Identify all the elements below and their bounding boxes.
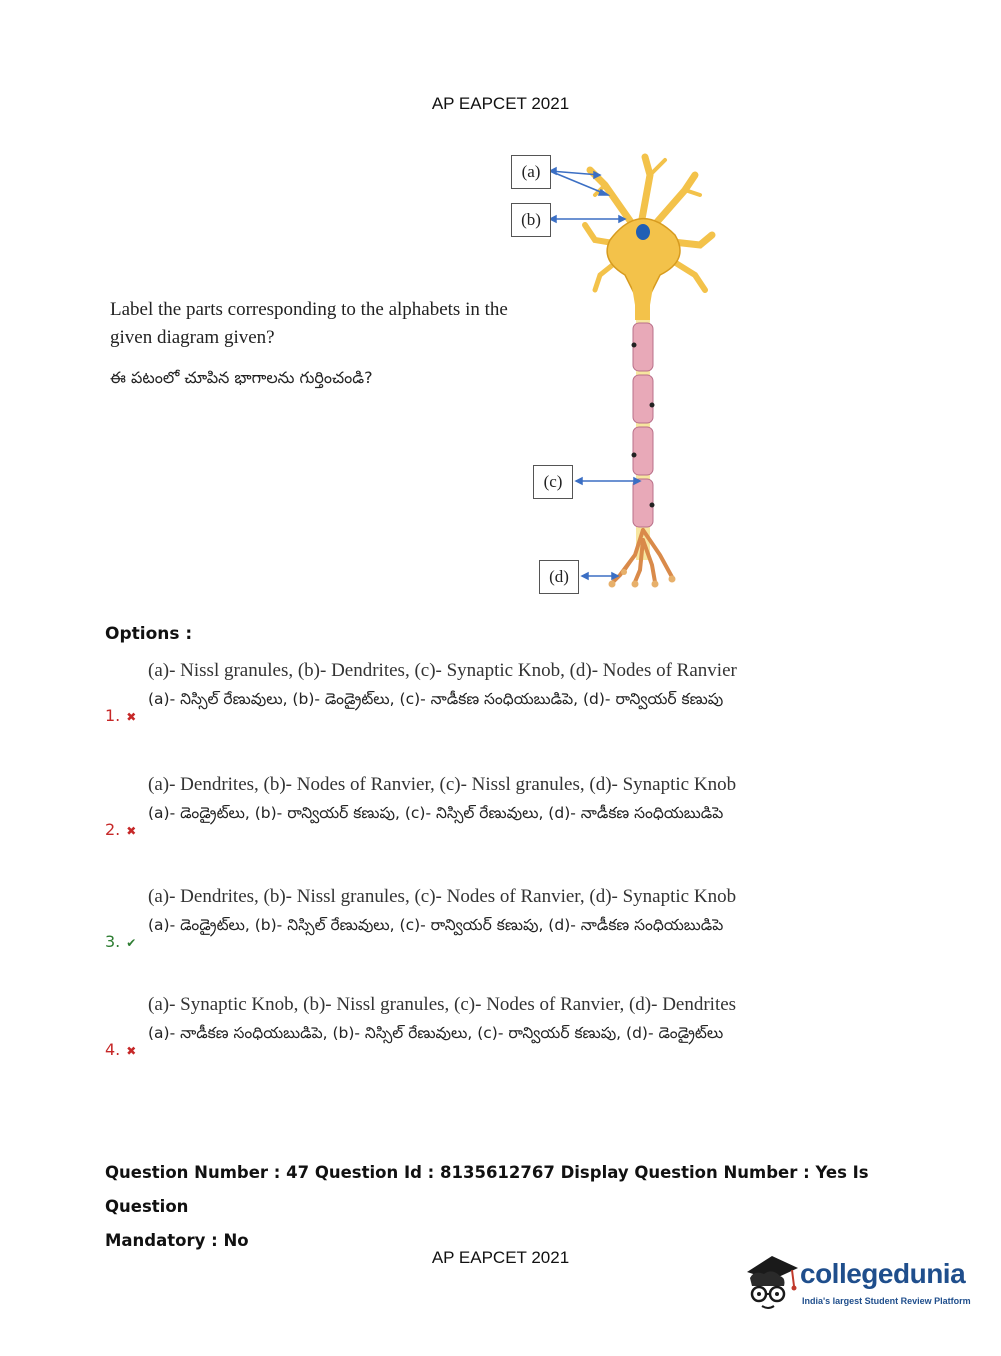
page-footer: AP EAPCET 2021 xyxy=(431,1248,570,1267)
option-telugu: (a)- నిస్సిల్ రేణువులు, (b)- డెండ్రైట్‌లు, (c)- నాడీకణ సంధియబుడిపె, (d)- రాన్వియర్ కణుపు xyxy=(148,690,724,708)
option-telugu: (a)- డెండ్రైట్‌లు, (b)- రాన్వియర్ కణుపు, (c)- నిస్సిల్ రేణువులు, (d)- నాడీకణ సంధియబుడిపె xyxy=(148,804,724,822)
cross-icon: ✖ xyxy=(126,824,137,838)
logo-brand: collegedunia xyxy=(800,1258,966,1289)
option-number: 3. ✔ xyxy=(105,932,137,951)
question-english: Label the parts corresponding to the alphabets in the given diagram given? xyxy=(110,299,508,348)
option-telugu: (a)- నాడీకణ సంధియబుడిపె, (b)- నిస్సిల్ రేణువులు, (c)- రాన్వియర్ కణుపు, (d)- డెండ్రైట్‌లు xyxy=(148,1024,724,1042)
option-english: (a)- Nissl granules, (b)- Dendrites, (c)- Synaptic Knob, (d)- Nodes of Ranvier xyxy=(148,660,737,681)
label-d: (d) xyxy=(539,560,579,594)
option-telugu: (a)- డెండ్రైట్‌లు, (b)- నిస్సిల్ రేణువులు, (c)- రాన్వియర్ కణుపు, (d)- నాడీకణ సంధియబుడిపె xyxy=(148,916,724,934)
axon-terminal xyxy=(609,530,676,588)
label-c: (c) xyxy=(533,465,573,499)
label-b: (b) xyxy=(511,203,551,237)
option-1[interactable] xyxy=(105,660,805,740)
option-number: 2. ✖ xyxy=(105,820,137,839)
option-3[interactable] xyxy=(105,886,805,966)
label-a: (a) xyxy=(511,155,551,189)
option-number: 1. ✖ xyxy=(105,706,137,725)
question-meta xyxy=(105,1156,905,1258)
neuron-axon xyxy=(632,320,655,560)
question-telugu: ఈ పటంలో చూపిన భాగాలను గుర్తించండి? xyxy=(110,368,373,387)
cross-icon: ✖ xyxy=(126,1044,137,1058)
question-text xyxy=(110,296,510,392)
cross-icon: ✖ xyxy=(126,710,137,724)
page-header: AP EAPCET 2021 xyxy=(431,94,570,113)
option-number: 4. ✖ xyxy=(105,1040,137,1059)
options-title: Options : xyxy=(105,624,193,644)
option-english: (a)- Dendrites, (b)- Nodes of Ranvier, (c)- Nissl granules, (d)- Synaptic Knob xyxy=(148,774,737,795)
logo-tagline: India's largest Student Review Platform xyxy=(802,1296,971,1306)
option-english: (a)- Dendrites, (b)- Nissl granules, (c)- Nodes of Ranvier, (d)- Synaptic Knob xyxy=(148,886,737,907)
nucleus xyxy=(636,224,650,240)
meta-line-2: Mandatory : No xyxy=(105,1231,249,1250)
option-4[interactable] xyxy=(105,994,805,1074)
neuron-diagram xyxy=(500,145,740,605)
mascot-icon xyxy=(742,1250,800,1316)
option-english: (a)- Synaptic Knob, (b)- Nissl granules, (c)- Nodes of Ranvier, (d)- Dendrites xyxy=(148,994,737,1015)
meta-line-1: Question Number : 47 Question Id : 8135612767 Display Question Number : Yes Is Question xyxy=(105,1163,869,1216)
collegedunia-logo xyxy=(742,1250,972,1320)
check-icon: ✔ xyxy=(126,936,137,950)
option-2[interactable] xyxy=(105,774,805,854)
neuron-cell-body xyxy=(585,157,712,320)
